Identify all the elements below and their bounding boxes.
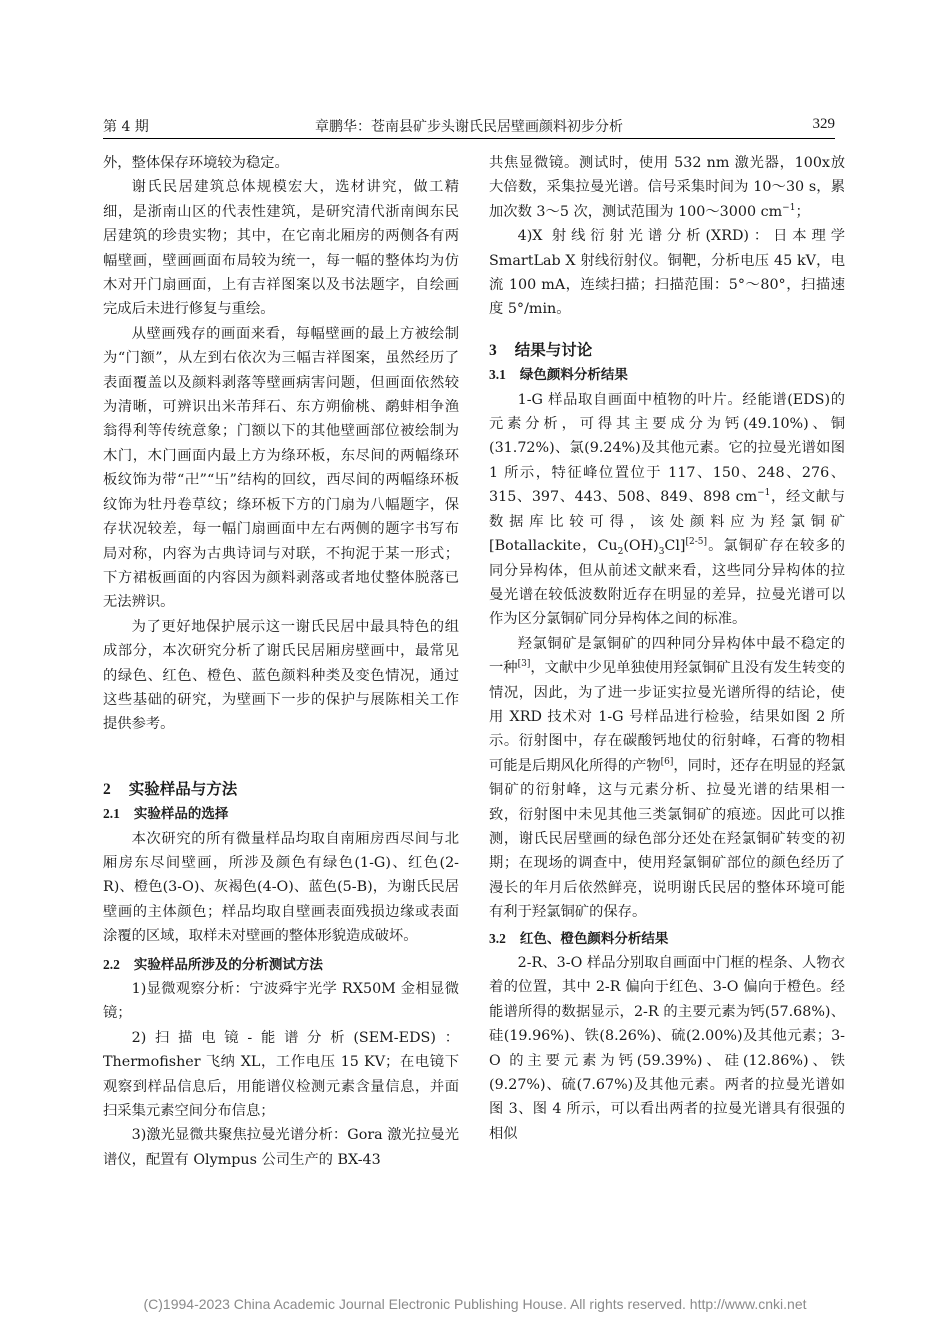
paragraph: 羟氯铜矿是氯铜矿的四种同分异构体中最不稳定的一种[3]，文献中少见单独使用羟氯铜矿且没有发生转变的情况，因此，为了进一步证实拉曼光谱所得的结论，使用 XRD 技术对 1-G 号样品进行检验，结果如图 2 所示。衍射图中，存在碳酸钙地仗的衍射峰，石膏的物相可能是后期风化所得的产物[6]，同时，还存在明显的羟氯铜矿的衍射峰，这与元素分析、拉曼光谱的结果相一致，衍射图中未见其他三类氯铜矿的痕迹。因此可以推测，谢氏民居壁画的绿色部分还处在羟氯铜矿转变的初期；在现场的调查中，使用羟氯铜矿部位的颜色经历了漫长的年月后依然鲜亮，说明谢氏民居的整体环境可能有利于羟氯铜矿的保存。 bbox=[489, 635, 846, 921]
section-heading-2: 2 实验样品与方法 bbox=[103, 779, 238, 798]
paragraph: 从壁画残存的画面来看，每幅壁画的最上方被绘制为“门额”，从左到右依次为三幅吉祥图案，虽然经历了表面覆盖以及颜料剥落等壁画病害问题，但画面依然较为清晰，可辨识出米芾拜石、东方朔偷桃、鹬蚌相争渔翁得利等传统意象；门额以下的其他壁画部位被绘制为木门，木门画面内最上方为绦环板，东尽间的两幅绦环板纹饰为带“卍”“卐”结构的回纹，西尽间的两幅绦环板纹饰为牡丹卷草纹；绦环板下方的门扇为八幅题字，保存状况较差，每一幅门扇画面中左右两侧的题字书写布局对称，内容为古典诗词与对联，不拘泥于某一形式；下方裙板画面的内容因为颜料剥落或者地仗整体脱落已无法辨识。 bbox=[103, 325, 459, 611]
method-item: 2)扫描电镜-能谱分析(SEM-EDS)：Thermofisher 飞纳 XL，工作电压 15 KV；在电镜下观察到样品信息后，用能谱仪检测元素含量信息，并面扫采集元素空间分布信息； bbox=[103, 1029, 459, 1120]
subsection-heading-2-1: 2.1 实验样品的选择 bbox=[103, 806, 229, 823]
paragraph: 本次研究的所有微量样品均取自南厢房西尽间与北厢房东尽间壁画，所涉及颜色有绿色(1-G)、红色(2-R)、橙色(3-O)、灰褐色(4-O)、蓝色(5-B)，为谢氏民居壁画的主体颜色；样品均取自壁画表面残损边缘或表面涂覆的区域，取样未对壁画的整体形貌造成破坏。 bbox=[103, 830, 459, 945]
paragraph: 为了更好地保护展示这一谢氏民居中最具特色的组成部分，本次研究分析了谢氏民居厢房壁画中，最常见的绿色、红色、橙色、蓝色颜料种类及变色情况，通过这些基础的研究，为壁画下一步的保护与展陈相关工作提供参考。 bbox=[103, 618, 459, 733]
method-item: 3)激光显微共聚焦拉曼光谱分析：Gora 激光拉曼光谱仪，配置有 Olympus 公司生产的 BX-43 bbox=[103, 1127, 459, 1168]
paragraph: 共焦显微镜。测试时，使用 532 nm 激光器，100x放大倍数，采集拉曼光谱。信号采集时间为 10～30 s，累加次数 3～5 次，测试范围为 100～3000 $cm^{-1}$； bbox=[489, 155, 845, 220]
citation: [2-5] bbox=[685, 537, 708, 548]
left-column bbox=[103, 151, 459, 1172]
citation: [6] bbox=[660, 756, 674, 767]
subsection-heading-3-1: 3.1 绿色颜料分析结果 bbox=[489, 367, 628, 384]
citation: [3] bbox=[517, 659, 531, 670]
copyright-footer: (C)1994-2023 China Academic Journal Electronic Publishing House. All rights reserved. http://www.cnki.net bbox=[143, 1296, 807, 1312]
paragraph: 1-G 样品取自画面中植物的叶片。经能谱(EDS)的元素分析，可得其主要成分为钙(49.10%)、铜(31.72%)、氯(9.24%)及其他元素。它的拉曼光谱如图 1 所示，特征峰位置位于 117、150、248、276、315、397、443、508、849、898 $cm^{-1}$，经文献与数据库比较可得，该处颜料应为羟氯铜矿[Botallackite，$Cu_2(OH)_3Cl][2-5]$。氯铜矿存在较多的同分异构体，但从前述文献来看，这些同分异构体的拉曼光谱在较低波数附近存在明显的差异，拉曼光谱可以作为区分氯铜矿同分异构体之间的标准。 bbox=[489, 391, 846, 628]
issue-number: 第 4 期 bbox=[103, 119, 149, 135]
subsection-heading-3-2: 3.2 红色、橙色颜料分析结果 bbox=[489, 930, 669, 947]
method-item: 4)X 射线衍射光谱分析(XRD)：日本理学 SmartLab X 射线衍射仪。铜靶，分析电压 45 kV，电流 100 mA，连续扫描；扫描范围：5°～80°，扫描速度 5°/min。 bbox=[489, 228, 845, 318]
right-column bbox=[489, 151, 845, 1146]
section-heading-3: 3 结果与讨论 bbox=[489, 340, 593, 359]
page-number: 329 bbox=[812, 116, 835, 132]
method-item: 1)显微观察分析：宁波舜宇光学 RX50M 金相显微镜； bbox=[103, 981, 459, 1022]
paragraph: 谢氏民居建筑总体规模宏大，选材讲究，做工精细，是浙南山区的代表性建筑，是研究清代浙南闽东民居建筑的珍贵实物；其中，在它南北厢房的两侧各有两幅壁画，壁画画面布局较为统一，每一幅的整体均为仿木对开门扇画面，上有吉祥图案以及书法题字，自绘画完成后未进行修复与重绘。 bbox=[103, 179, 459, 318]
running-header bbox=[103, 112, 835, 139]
paragraph: 外，整体保存环境较为稳定。 bbox=[103, 155, 289, 171]
paragraph: 2-R、3-O 样品分别取自画面中门框的桯条、人物衣着的位置，其中 2-R 偏向于红色、3-O 偏向于橙色。经能谱所得的数据显示，2-R 的主要元素为钙(57.68%)、硅(19.96%)、铁(8.26%)、硫(2.00%)及其他元素；3-O 的主要元素为钙(59.39%)、硅(12.86%)、铁(9.27%)、硫(7.67%)及其他元素。两者的拉曼光谱如图 3、图 4 所示，可以看出两者的拉曼光谱具有很强的相似 bbox=[489, 955, 845, 1142]
subsection-heading-2-2: 2.2 实验样品所涉及的分析测试方法 bbox=[103, 956, 323, 973]
running-title: 章鹏华：苍南县矿步头谢氏民居壁画颜料初步分析 bbox=[315, 119, 623, 135]
